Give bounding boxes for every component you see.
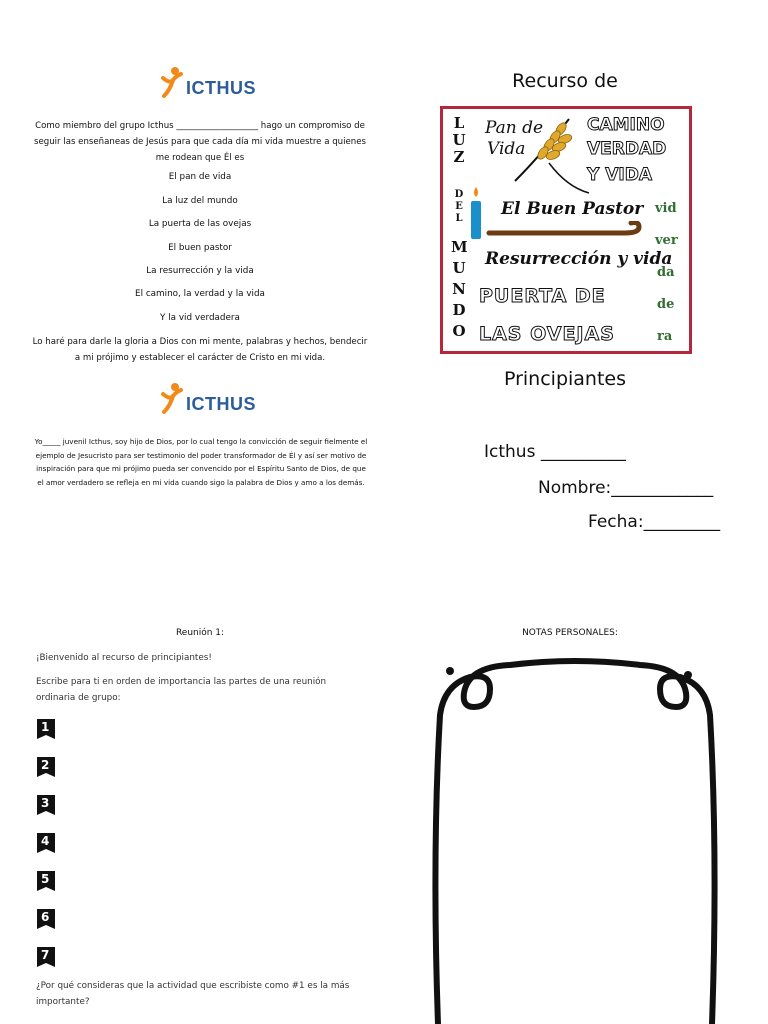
collage-pastor: El Buen Pastor bbox=[501, 199, 644, 219]
meeting-heading: Reunión 1: bbox=[175, 628, 225, 638]
collage-vid-5: ra bbox=[657, 329, 673, 344]
arrow-line-icon bbox=[547, 157, 591, 197]
collage-ovejas: LAS OVEJAS bbox=[479, 323, 615, 345]
number-flag-2 bbox=[36, 756, 56, 778]
collage-vid-3: da bbox=[657, 265, 675, 280]
number-label: 4 bbox=[41, 834, 50, 848]
instruction-text: Escribe para ti en orden de importancia las partes de una reunión ordinaria de grupo: bbox=[36, 677, 327, 703]
list-item: La resurrección y la vida bbox=[146, 266, 254, 276]
question-text: ¿Por qué consideras que la actividad que escribiste como #1 es la más importante? bbox=[36, 981, 350, 1007]
number-label: 3 bbox=[41, 796, 50, 810]
collage-verdad: VERDAD bbox=[587, 139, 667, 159]
collage-mundo: MUNDO bbox=[451, 238, 468, 340]
collage-y-vida: Y VIDA bbox=[587, 165, 652, 185]
number-flag-6 bbox=[36, 908, 56, 930]
collage-puerta: PUERTA DE bbox=[479, 285, 606, 307]
collage-vid-4: de bbox=[657, 297, 675, 312]
list-item: El pan de vida bbox=[168, 172, 232, 182]
title-top: Recurso de bbox=[512, 70, 618, 92]
collage-vid-1: vid bbox=[655, 201, 677, 216]
collage-resurreccion: Resurrección y vida bbox=[485, 249, 673, 269]
collage-vid-2: ver bbox=[655, 233, 678, 248]
number-label: 1 bbox=[41, 720, 50, 734]
number-label: 6 bbox=[41, 910, 50, 924]
closing-text: Lo haré para darle la gloria a Dios con mi mente, palabras y hechos, bendecir a mi prójimo y establecer el carácter de Cristo en mi vida. bbox=[32, 337, 368, 363]
brand-name: ICTHUS bbox=[186, 393, 256, 414]
collage-image bbox=[440, 106, 692, 354]
collage-camino: CAMINO bbox=[587, 115, 665, 135]
staff-icon bbox=[485, 221, 645, 243]
number-flag-7 bbox=[36, 946, 56, 968]
icthus-field[interactable]: Icthus __________ bbox=[484, 442, 626, 462]
number-flag-5 bbox=[36, 870, 56, 892]
collage-pan: Pan de bbox=[485, 118, 544, 138]
number-label: 5 bbox=[41, 872, 50, 886]
list-item: El buen pastor bbox=[168, 243, 232, 253]
welcome-text: ¡Bienvenido al recurso de principiantes! bbox=[36, 653, 212, 663]
list-item: Y la vid verdadera bbox=[160, 313, 240, 323]
number-flag-4 bbox=[36, 832, 56, 854]
notes-frame[interactable] bbox=[430, 655, 720, 1024]
collage-vida: Vida bbox=[487, 139, 526, 159]
list-item: La puerta de las ovejas bbox=[148, 219, 252, 229]
notes-heading: NOTAS PERSONALES: bbox=[522, 628, 618, 638]
title-bottom: Principiantes bbox=[503, 368, 627, 390]
number-flag-1 bbox=[36, 718, 56, 740]
icthus-figure-icon bbox=[160, 382, 184, 416]
pledge-text: Yo_____ juvenil Icthus, soy hijo de Dios, por lo cual tengo la convicción de seguir fielmente el ejemplo de Jesucristo para ser testimonio del poder transformador de Él y así ser motivo de inspiración para que mi prójimo pueda ser convencido por el Espíritu Santo de Dios, de que el amor verdadero se refleja en mi vida cuando sigo la palabra de Dios y amo a los demás. bbox=[34, 437, 368, 487]
name-field[interactable]: Nombre:____________ bbox=[538, 478, 714, 498]
brand-name: ICTHUS bbox=[186, 77, 256, 98]
icthus-logo-top bbox=[160, 66, 256, 100]
number-label: 7 bbox=[41, 948, 50, 962]
collage-del: DEL bbox=[454, 189, 464, 224]
collage-luz: LUZ bbox=[452, 114, 466, 166]
list-item: El camino, la verdad y la vida bbox=[135, 289, 265, 299]
number-label: 2 bbox=[41, 758, 50, 772]
candle-icon bbox=[467, 185, 485, 241]
icthus-figure-icon bbox=[160, 66, 184, 100]
number-flag-3 bbox=[36, 794, 56, 816]
date-field[interactable]: Fecha:_________ bbox=[588, 512, 721, 532]
commitment-text: Como miembro del grupo Icthus ___________________ hago un compromiso de seguir las enseñaneas de Jesús para que cada día mi vida muestre a quienes me rodean que Él es bbox=[33, 121, 366, 163]
icthus-logo-middle bbox=[160, 382, 256, 416]
list-item: La luz del mundo bbox=[162, 196, 238, 206]
